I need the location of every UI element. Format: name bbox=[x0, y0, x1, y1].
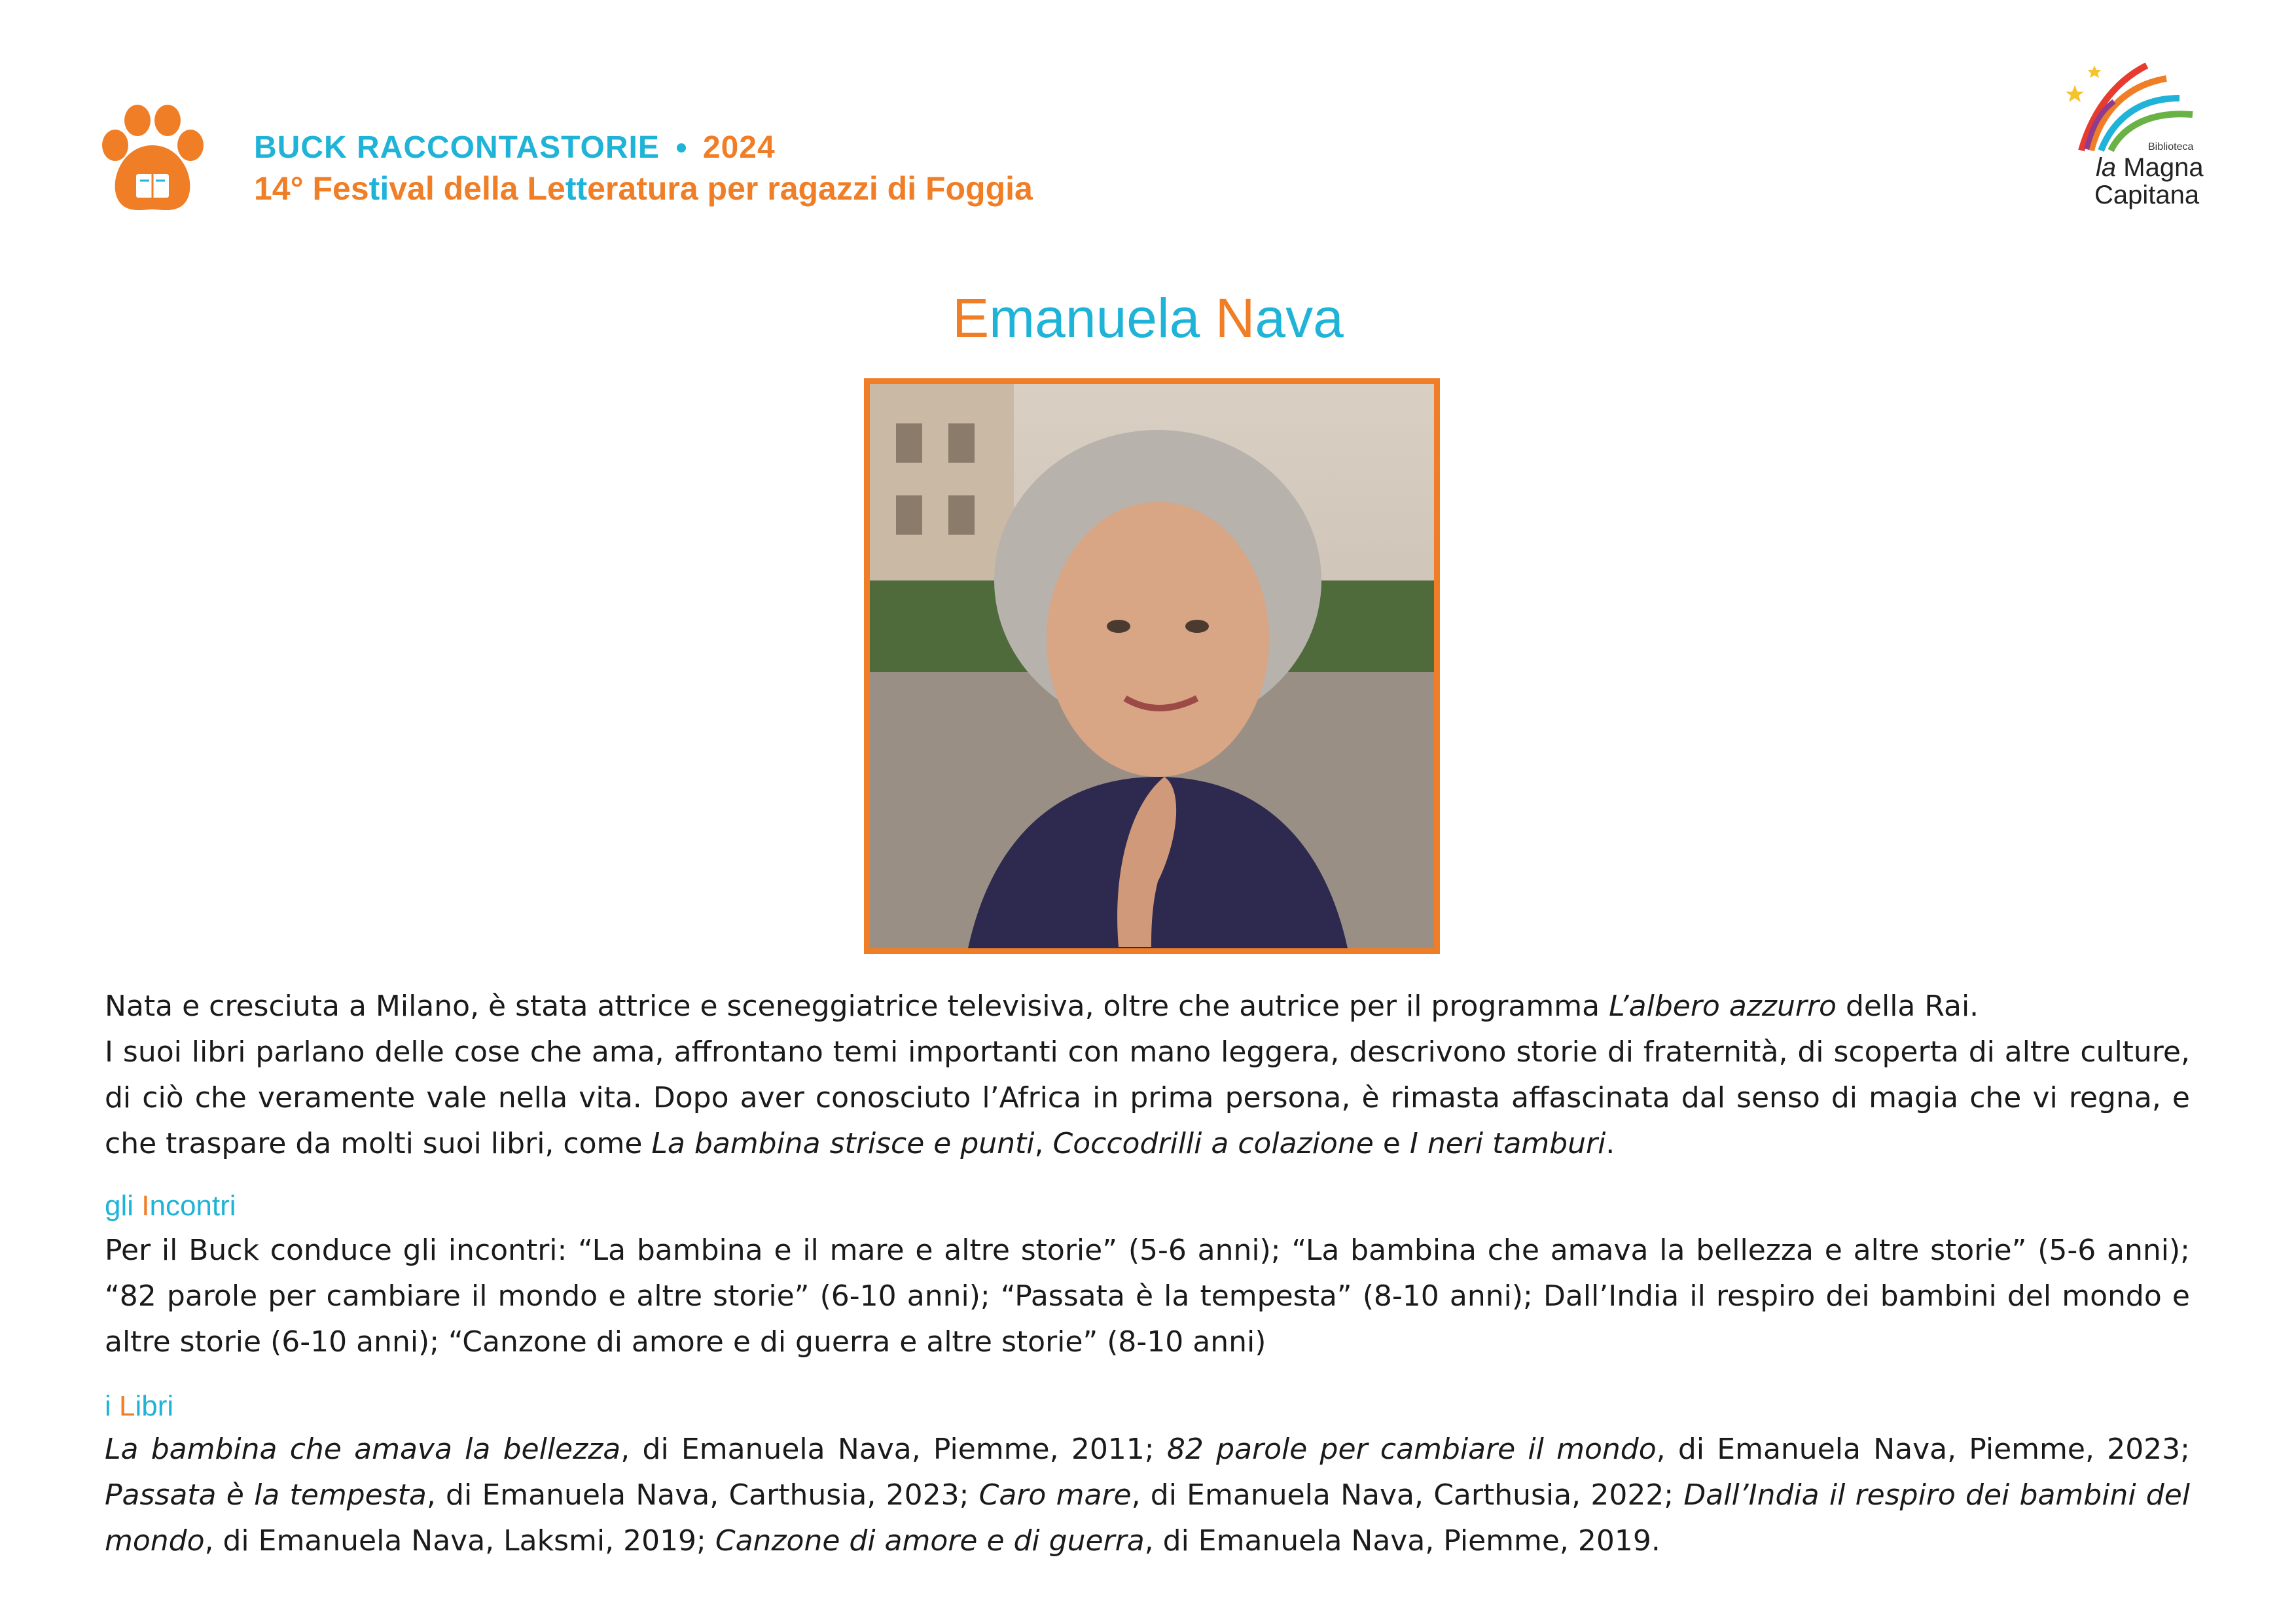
author-portrait bbox=[864, 378, 1440, 954]
book-entry: Caro mare, di Emanuela Nava, Carthusia, 2022; bbox=[978, 1478, 1684, 1512]
book-entry: Passata è la tempesta, di Emanuela Nava, Carthusia, 2023; bbox=[105, 1478, 979, 1512]
festival-name: BUCK RACCONTASTORIE 2024 bbox=[254, 130, 776, 165]
bio-paragraph-1: Nata e cresciuta a Milano, è stata attrice e sceneggiatrice televisiva, oltre che autrice per il programma L’albero azzurro della Rai. bbox=[105, 990, 1979, 1023]
logo-text-biblioteca: Biblioteca bbox=[2148, 141, 2194, 152]
logo-text-line1: la Magna bbox=[2096, 153, 2204, 182]
bio-paragraph-2: I suoi libri parlano delle cose che ama, affrontano temi importanti con mano leggera, descrivono storie di fraternità, di scoperta di altre culture, di ciò che veramente vale nella vita. Dopo aver conosciuto l’Africa in prima persona, è rimasta affascinata dal senso di magia che vi regna, e che traspare da molti suoi libri, come La bambina strisce e punti, Coccodrilli a colazione e I neri tamburi. bbox=[105, 1035, 2190, 1160]
book-entry: La bambina che amava la bellezza, di Emanuela Nava, Piemme, 2011; bbox=[105, 1433, 1167, 1466]
festival-header bbox=[254, 130, 1033, 207]
section-title-incontri: gli Incontri bbox=[105, 1190, 236, 1222]
author-biography bbox=[105, 984, 2190, 1167]
book-entry: Dall’India il respiro dei bambini del mondo, di Emanuela Nava, Laksmi, 2019; bbox=[105, 1478, 2191, 1558]
author-name: Emanuela Nava bbox=[952, 287, 1344, 349]
logo-text-line2: Capitana bbox=[2094, 181, 2200, 209]
section-title-libri: i Libri bbox=[105, 1390, 174, 1422]
books-list bbox=[105, 1427, 2190, 1564]
book-entry: Canzone di amore e di guerra, di Emanuela Nava, Piemme, 2019. bbox=[715, 1524, 1660, 1558]
buck-paw-logo bbox=[97, 105, 208, 216]
festival-subtitle: 14° Festival della Letteratura per ragazzi di Foggia bbox=[254, 170, 1033, 207]
book-entry: 82 parole per cambiare il mondo, di Emanuela Nava, Piemme, 2023; bbox=[1166, 1433, 2190, 1466]
incontri-text: Per il Buck conduce gli incontri: “La bambina e il mare e altre storie” (5-6 anni); “La bambina che amava la bellezza e altre storie” (5-6 anni); “82 parole per cambiare il mondo e altre storie” (6-10 anni); “Passata è la tempesta” (8-10 anni); Dall’India il respiro dei bambini del mondo e altre storie (6-10 anni); “Canzone di amore e di guerra e altre storie” (8-10 anni) bbox=[105, 1234, 2190, 1359]
